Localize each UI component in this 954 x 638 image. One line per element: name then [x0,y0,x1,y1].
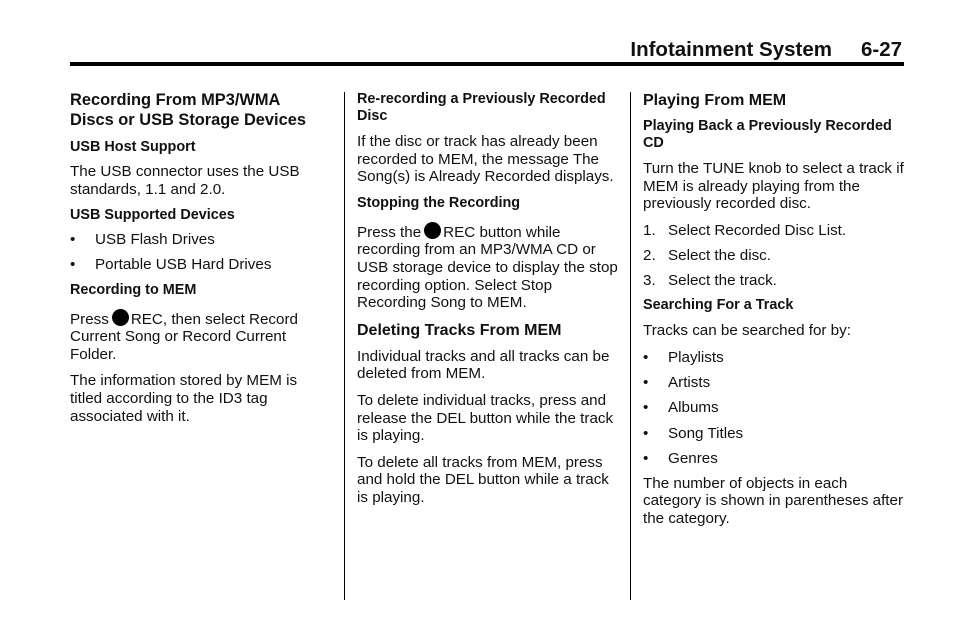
list-item: • Albums [643,399,719,417]
paragraph-delete-3: To delete all tracks from MEM, press and hold the DEL button while a track is playing. [357,453,609,506]
list-item: 1. Select Recorded Disc List. [643,221,847,239]
steps-list [643,222,905,290]
list-item: 3. Select the track. [643,272,777,290]
paragraph-rerecording: If the disc or track has already been recorded to MEM, the message The Song(s) is Already Recorded displays. [357,133,614,186]
paragraph-delete-1: Individual tracks and all tracks can be deleted from MEM. [357,347,610,383]
column-2 [357,91,619,514]
bullet-icon: • [70,256,76,274]
heading-stopping-recording: Stopping the Recording [357,194,521,211]
list-item: 2. Select the disc. [643,246,771,264]
column-divider-2 [630,92,631,600]
heading-playing-back: Playing Back a Previously Recorded CD [643,118,892,151]
list-item: • Genres [643,449,718,467]
paragraph-search-by: Tracks can be searched for by: [643,322,851,340]
list-item: • Portable USB Hard Drives [70,256,272,274]
page-number: 6-27 [860,38,902,61]
column-divider-1 [344,92,345,600]
heading-rerecording: Re-recording a Previously Recorded Disc [357,91,606,124]
paragraph-id3-info: The information stored by MEM is titled according to the ID3 tag associated with it. [70,372,298,425]
heading-deleting-tracks: Deleting Tracks From MEM [357,321,562,339]
paragraph-stop-recording: Press the REC button while recording from an MP3/WMA CD or USB storage device to display the stop recording option. Select Stop Recording Song to MEM. [357,223,618,312]
bullet-icon: • [643,348,649,366]
heading-usb-host-support: USB Host Support [70,139,196,155]
heading-usb-supported-devices: USB Supported Devices [70,207,235,224]
paragraph-usb-host: The USB connector uses the USB standards, 1.1 and 2.0. [70,163,300,198]
section-title: Infotainment System [630,38,832,61]
paragraph-number-objects: The number of objects in each category is shown in parentheses after the category. [643,474,904,528]
heading-recording-to-mem: Recording to MEM [70,281,197,298]
page-header [70,36,904,64]
heading-searching-track: Searching For a Track [643,297,794,314]
heading-recording-from-mp3: Recording From MP3/WMA Discs or USB Storage Devices [70,91,306,129]
bullet-icon: • [643,374,649,392]
list-item: • Artists [643,374,711,392]
header-rule [70,62,904,66]
search-criteria-list [643,349,905,467]
column-3 [643,91,905,535]
rec-button-icon [424,222,441,239]
column-1 [70,91,328,432]
paragraph-press-rec: Press REC, then select Record Current Song or Record Current Folder. [70,310,298,363]
paragraph-turn-tune: Turn the TUNE knob to select a track if MEM is already playing from the previously recorded disc. [643,160,904,213]
list-item: • Song Titles [643,424,744,442]
bullet-icon: • [643,424,649,442]
bullet-icon: • [643,399,649,417]
heading-playing-from-mem: Playing From MEM [643,92,787,109]
paragraph-delete-2: To delete individual tracks, press and release the DEL button while the track is playing. [357,391,614,445]
list-item: • Playlists [643,348,724,366]
bullet-icon: • [70,231,76,249]
list-item: • USB Flash Drives [70,231,215,249]
usb-devices-list [70,231,328,274]
rec-button-icon [112,309,129,326]
bullet-icon: • [643,449,649,467]
